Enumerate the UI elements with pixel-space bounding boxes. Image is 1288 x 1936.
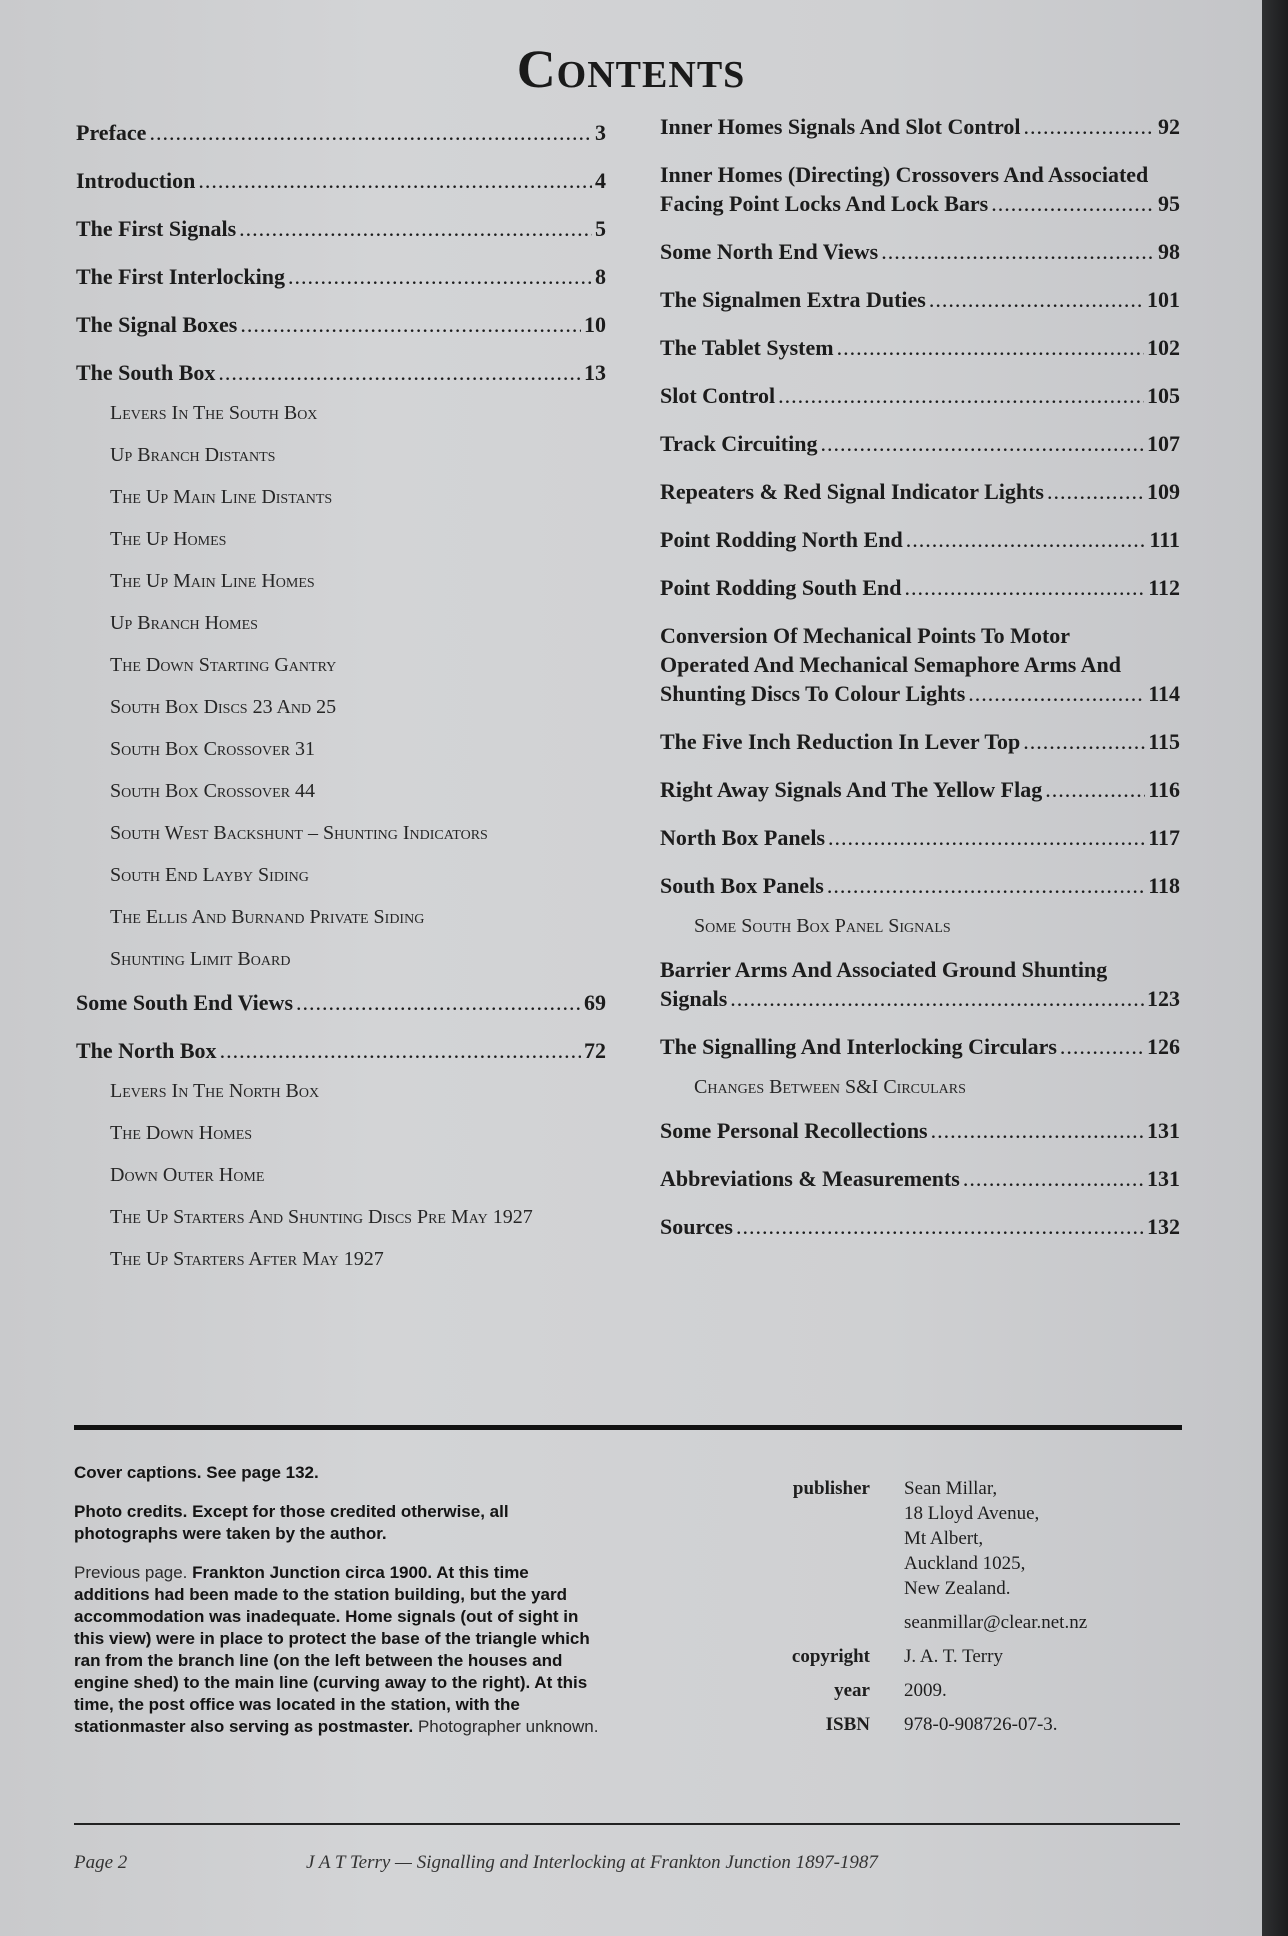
toc-subentry: Changes Between S&I Circulars xyxy=(694,1076,966,1098)
publisher-email: seanmillar@clear.net.nz xyxy=(904,1612,1088,1633)
toc-subentry: The Up Main Line Homes xyxy=(110,570,315,592)
toc-entry xyxy=(76,118,606,147)
toc-entry xyxy=(76,214,606,243)
toc-entry xyxy=(76,988,606,1017)
toc-subentry: The Down Homes xyxy=(110,1122,253,1144)
isbn-label: ISBN xyxy=(825,1714,870,1735)
toc-leader-dots xyxy=(296,988,581,1017)
toc-subentry: Shunting Limit Board xyxy=(110,948,291,970)
toc-page-number: 132 xyxy=(1147,1214,1180,1239)
toc-page-number: 117 xyxy=(1148,825,1180,850)
toc-entry xyxy=(660,1164,1180,1193)
copyright-value: J. A. T. Terry xyxy=(904,1646,1003,1667)
toc-entry-title: Point Rodding South End xyxy=(660,575,902,600)
toc-entry-title: The First Interlocking xyxy=(76,264,285,289)
toc-entry-last-line xyxy=(660,984,1180,1013)
toc-page-number: 4 xyxy=(595,168,606,193)
toc-entry-title: Shunting Discs To Colour Lights xyxy=(660,681,966,706)
year-value: 2009. xyxy=(904,1680,947,1701)
toc-entry-title: Signals xyxy=(660,986,728,1011)
toc-leader-dots xyxy=(820,429,1144,458)
toc-entry-title: Introduction xyxy=(76,168,196,193)
footer-rule xyxy=(74,1823,1180,1825)
toc-entry xyxy=(660,573,1180,602)
toc-entry-title: Inner Homes Signals And Slot Control xyxy=(660,114,1021,139)
toc-entry-title: The North Box xyxy=(76,1038,217,1063)
toc-page-number: 131 xyxy=(1147,1166,1180,1191)
address-line: 18 Lloyd Avenue, xyxy=(904,1503,1040,1524)
toc-page-number: 98 xyxy=(1158,239,1180,264)
address-line: Auckland 1025, xyxy=(904,1553,1026,1574)
toc-page-number: 111 xyxy=(1149,527,1180,552)
toc-entry xyxy=(76,310,606,339)
toc-entry-title: Preface xyxy=(76,120,147,145)
publication-info xyxy=(740,1476,1164,1746)
toc-leader-dots xyxy=(1045,775,1145,804)
toc-entry-title: Right Away Signals And The Yellow Flag xyxy=(660,777,1043,802)
toc-entry-title: South Box Panels xyxy=(660,873,824,898)
page-edge-shadow xyxy=(1262,0,1288,1936)
toc-entry-title: Some Personal Recollections xyxy=(660,1118,928,1143)
toc-leader-dots xyxy=(288,262,592,291)
toc-entry-title: Abbreviations & Measurements xyxy=(660,1166,960,1191)
toc-leader-dots xyxy=(905,573,1146,602)
toc-entry-title: Inner Homes (Directing) Crossovers And Associated xyxy=(660,162,1149,187)
isbn-row xyxy=(740,1712,1164,1737)
toc-page-number: 72 xyxy=(584,1038,606,1063)
toc-entry-last-line xyxy=(660,679,1180,708)
toc-page-number: 8 xyxy=(595,264,606,289)
toc-leader-dots xyxy=(1023,112,1155,141)
toc-leader-dots xyxy=(198,166,592,195)
toc-page-number: 3 xyxy=(595,120,606,145)
toc-entry xyxy=(660,727,1180,756)
toc-page-number: 123 xyxy=(1147,986,1180,1011)
toc-leader-dots xyxy=(1047,477,1144,506)
toc-page-number: 102 xyxy=(1147,335,1180,360)
year-label: year xyxy=(834,1680,870,1701)
toc-subentry: Levers In The South Box xyxy=(110,402,318,424)
toc-entry-title: The Five Inch Reduction In Lever Top xyxy=(660,729,1021,754)
publisher-address xyxy=(904,1476,1164,1635)
toc-page-number: 92 xyxy=(1158,114,1180,139)
toc-leader-dots xyxy=(1060,1032,1144,1061)
toc-leader-dots xyxy=(968,679,1145,708)
toc-entry xyxy=(76,262,606,291)
toc-leader-dots xyxy=(730,984,1144,1013)
section-divider xyxy=(74,1425,1182,1430)
toc-entry-title: North Box Panels xyxy=(660,825,825,850)
toc-entry xyxy=(660,1032,1180,1061)
toc-entry-title: Some North End Views xyxy=(660,239,879,264)
toc-entry xyxy=(660,477,1180,506)
toc-entry-title: The First Signals xyxy=(76,216,237,241)
contents-right-column xyxy=(660,112,1180,1260)
copyright-row xyxy=(740,1644,1164,1669)
toc-page-number: 115 xyxy=(1148,729,1180,754)
toc-entry-title: The Signalmen Extra Duties xyxy=(660,287,926,312)
address-line: New Zealand. xyxy=(904,1578,1011,1599)
toc-entry-title: Conversion Of Mechanical Points To Motor xyxy=(660,623,1071,648)
toc-entry xyxy=(660,775,1180,804)
toc-entry xyxy=(660,1212,1180,1241)
photographer-note: Photographer unknown. xyxy=(417,1717,599,1736)
toc-entry-title: Sources xyxy=(660,1214,733,1239)
previous-page-lead: Previous page. xyxy=(74,1563,188,1582)
toc-entry xyxy=(660,285,1180,314)
page-number: Page 2 xyxy=(74,1852,128,1873)
toc-entry xyxy=(660,955,1180,1013)
toc-subentry: Up Branch Homes xyxy=(110,612,258,634)
toc-subentry: Up Branch Distants xyxy=(110,444,276,466)
toc-leader-dots xyxy=(991,189,1155,218)
toc-subentry: South End Layby Siding xyxy=(110,864,309,886)
toc-subentry: The Up Homes xyxy=(110,528,227,550)
toc-subentry: The Down Starting Gantry xyxy=(110,654,337,676)
toc-subentry: South Box Discs 23 And 25 xyxy=(110,696,337,718)
toc-entry xyxy=(660,333,1180,362)
toc-leader-dots xyxy=(218,358,581,387)
toc-subentry: The Up Starters After May 1927 xyxy=(110,1248,384,1270)
year-row xyxy=(740,1678,1164,1703)
toc-entry-last-line xyxy=(660,189,1180,218)
toc-entry xyxy=(660,621,1180,708)
toc-entry-title: The Signal Boxes xyxy=(76,312,238,337)
toc-page-number: 126 xyxy=(1147,1034,1180,1059)
cover-captions-note: Cover captions. See page 132. xyxy=(74,1463,319,1482)
toc-leader-dots xyxy=(881,237,1155,266)
toc-entry-title: The Signalling And Interlocking Circulars xyxy=(660,1034,1057,1059)
toc-page-number: 112 xyxy=(1148,575,1180,600)
toc-entry xyxy=(660,429,1180,458)
publisher-label: publisher xyxy=(792,1478,870,1499)
toc-entry xyxy=(76,358,606,387)
toc-entry xyxy=(660,525,1180,554)
toc-page-number: 95 xyxy=(1158,191,1180,216)
toc-entry xyxy=(660,237,1180,266)
toc-leader-dots xyxy=(837,333,1144,362)
toc-subentry: South West Backshunt – Shunting Indicators xyxy=(110,822,488,844)
publisher-row xyxy=(740,1476,1164,1635)
toc-entry-title: Track Circuiting xyxy=(660,431,818,456)
toc-leader-dots xyxy=(149,118,592,147)
toc-subentry: The Up Main Line Distants xyxy=(110,486,333,508)
toc-entry xyxy=(660,160,1180,218)
toc-subentry: Levers In The North Box xyxy=(110,1080,320,1102)
toc-leader-dots xyxy=(1023,727,1145,756)
page-title: Contents xyxy=(516,39,746,99)
toc-entry-title: Operated And Mechanical Semaphore Arms And xyxy=(660,652,1122,677)
toc-entry-title: Point Rodding North End xyxy=(660,527,903,552)
toc-subentry: The Ellis And Burnand Private Siding xyxy=(110,906,425,928)
toc-entry xyxy=(660,871,1180,900)
address-line: Sean Millar, xyxy=(904,1478,998,1499)
toc-page-number: 109 xyxy=(1147,479,1180,504)
contents-left-column xyxy=(76,118,606,1288)
toc-leader-dots xyxy=(931,1116,1144,1145)
toc-leader-dots xyxy=(220,1036,581,1065)
copyright-label: copyright xyxy=(791,1646,870,1667)
toc-subentry: Down Outer Home xyxy=(110,1164,265,1186)
toc-leader-dots xyxy=(963,1164,1144,1193)
toc-subentry: South Box Crossover 44 xyxy=(110,780,316,802)
photo-credits xyxy=(74,1462,604,1755)
toc-page-number: 13 xyxy=(584,360,606,385)
toc-page-number: 105 xyxy=(1147,383,1180,408)
toc-page-number: 118 xyxy=(1148,873,1180,898)
toc-entry-title: The South Box xyxy=(76,360,216,385)
toc-page-number: 10 xyxy=(584,312,606,337)
toc-entry xyxy=(660,1116,1180,1145)
toc-entry xyxy=(660,823,1180,852)
previous-page-caption: Frankton Junction circa 1900. At this time additions had been made to the station building, but the yard accommodation was inadequate. Home signals (out of sight in this view) were in place to protect the base of the triangle which ran from the branch line (on the left between the houses and engine shed) to the main line (curving away to the right). At this time, the post office was located in the station, with the stationmaster also serving as postmaster. xyxy=(74,1563,590,1736)
toc-entry-title: The Tablet System xyxy=(660,335,834,360)
toc-entry-title: Repeaters & Red Signal Indicator Lights xyxy=(660,479,1044,504)
toc-entry-title: Facing Point Locks And Lock Bars xyxy=(660,191,989,216)
toc-entry xyxy=(76,1036,606,1065)
toc-page-number: 114 xyxy=(1148,681,1180,706)
toc-leader-dots xyxy=(828,823,1145,852)
toc-leader-dots xyxy=(778,381,1144,410)
toc-leader-dots xyxy=(827,871,1145,900)
toc-entry xyxy=(660,381,1180,410)
toc-page-number: 101 xyxy=(1147,287,1180,312)
toc-entry-title: Slot Control xyxy=(660,383,776,408)
toc-page-number: 116 xyxy=(1148,777,1180,802)
toc-entry xyxy=(660,112,1180,141)
toc-entry-title: Barrier Arms And Associated Ground Shunting xyxy=(660,957,1108,982)
toc-leader-dots xyxy=(736,1212,1144,1241)
toc-page-number: 107 xyxy=(1147,431,1180,456)
toc-subentry: Some South Box Panel Signals xyxy=(694,915,951,937)
running-title: J A T Terry — Signalling and Interlocking at Frankton Junction 1897-1987 xyxy=(306,1852,878,1873)
toc-leader-dots xyxy=(240,310,581,339)
toc-page-number: 69 xyxy=(584,990,606,1015)
toc-leader-dots xyxy=(929,285,1144,314)
toc-page-number: 5 xyxy=(595,216,606,241)
toc-leader-dots xyxy=(239,214,592,243)
toc-subentry: South Box Crossover 31 xyxy=(110,738,316,760)
toc-leader-dots xyxy=(906,525,1147,554)
isbn-value: 978-0-908726-07-3. xyxy=(904,1714,1058,1735)
address-line: Mt Albert, xyxy=(904,1528,984,1549)
toc-page-number: 131 xyxy=(1147,1118,1180,1143)
photo-credits-note: Photo credits. Except for those credited otherwise, all photographs were taken by the author. xyxy=(74,1502,509,1543)
toc-entry xyxy=(76,166,606,195)
toc-subentry: The Up Starters And Shunting Discs Pre May 1927 xyxy=(110,1206,533,1228)
toc-entry-title: Some South End Views xyxy=(76,990,294,1015)
